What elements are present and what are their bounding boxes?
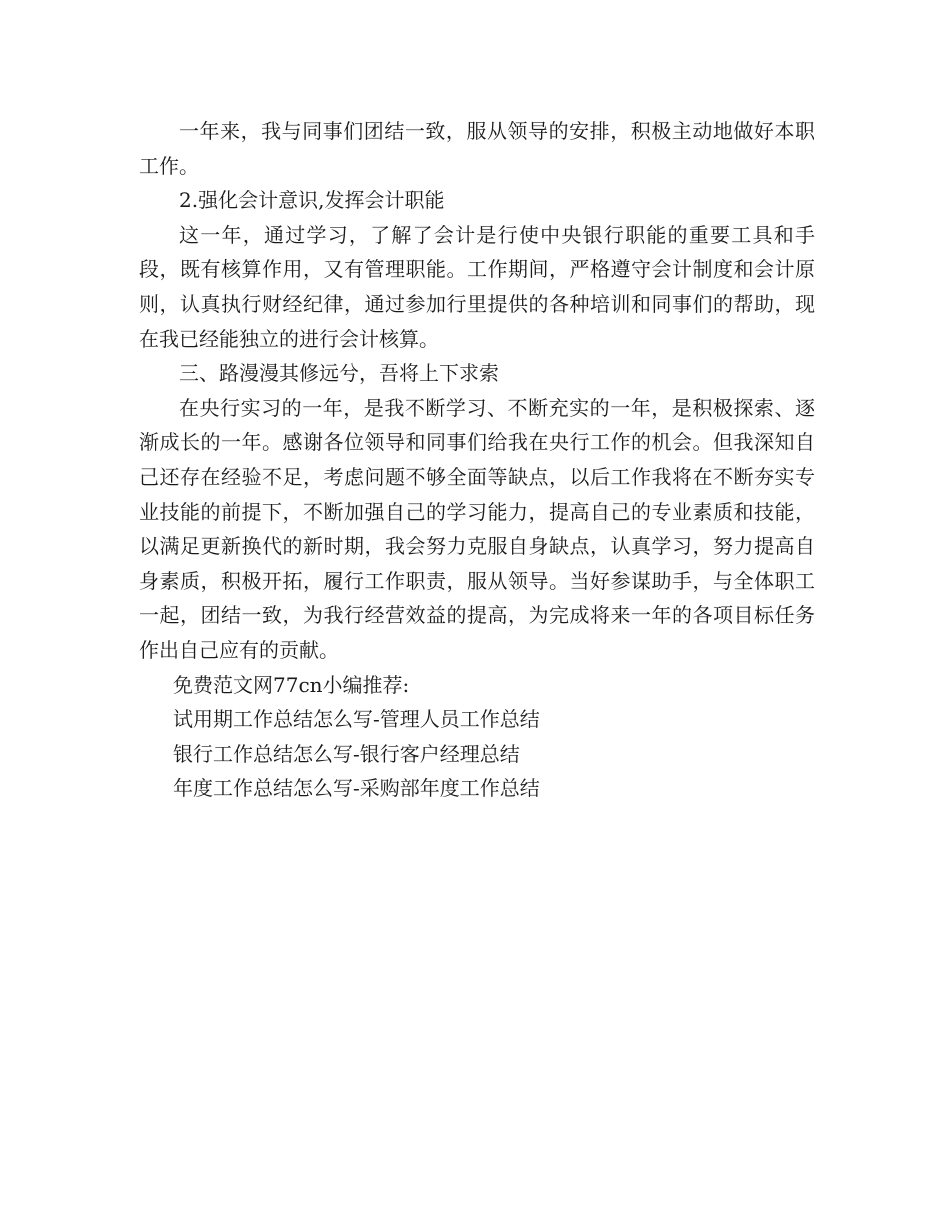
document-body [139, 114, 815, 806]
section-heading-pursuit: 三、路漫漫其修远兮，吾将上下求索 [179, 361, 499, 386]
recommend-link-annual[interactable]: 年度工作总结怎么写-采购部年度工作总结 [173, 776, 540, 801]
recommend-link-bank[interactable]: 银行工作总结怎么写-银行客户经理总结 [173, 741, 520, 766]
paragraph-accounting: 这一年，通过学习，了解了会计是行使中央银行职能的重要工具和手段，既有核算作用，又有管理职能。工作期间，严格遵守会计制度和会计原则，认真执行财经纪律，通过参加行里提供的各种培训和同事们的帮助，现在我已经能独立的进行会计核算。 [139, 222, 815, 351]
recommend-label: 免费范文网77cn小编推荐: [173, 672, 410, 697]
section-heading-accounting: 2.强化会计意识,发挥会计职能 [179, 188, 445, 213]
recommend-link-probation[interactable]: 试用期工作总结怎么写-管理人员工作总结 [173, 707, 540, 732]
paragraph-internship-summary: 在央行实习的一年，是我不断学习、不断充实的一年，是积极探索、逐渐成长的一年。感谢各位领导和同事们给我在央行工作的机会。但我深知自己还存在经验不足，考虑问题不够全面等缺点，以后工作我将在不断夯实专业技能的前提下，不断加强自己的学习能力，提高自己的专业素质和技能，以满足更新换代的新时期，我会努力克服自身缺点，认真学习，努力提高自身素质，积极开拓，履行工作职责，服从领导。当好参谋助手，与全体职工一起，团结一致，为我行经营效益的提高，为完成将来一年的各项目标任务作出自己应有的贡献。 [139, 395, 815, 662]
paragraph-teamwork: 一年来，我与同事们团结一致，服从领导的安排，积极主动地做好本职工作。 [139, 119, 815, 178]
